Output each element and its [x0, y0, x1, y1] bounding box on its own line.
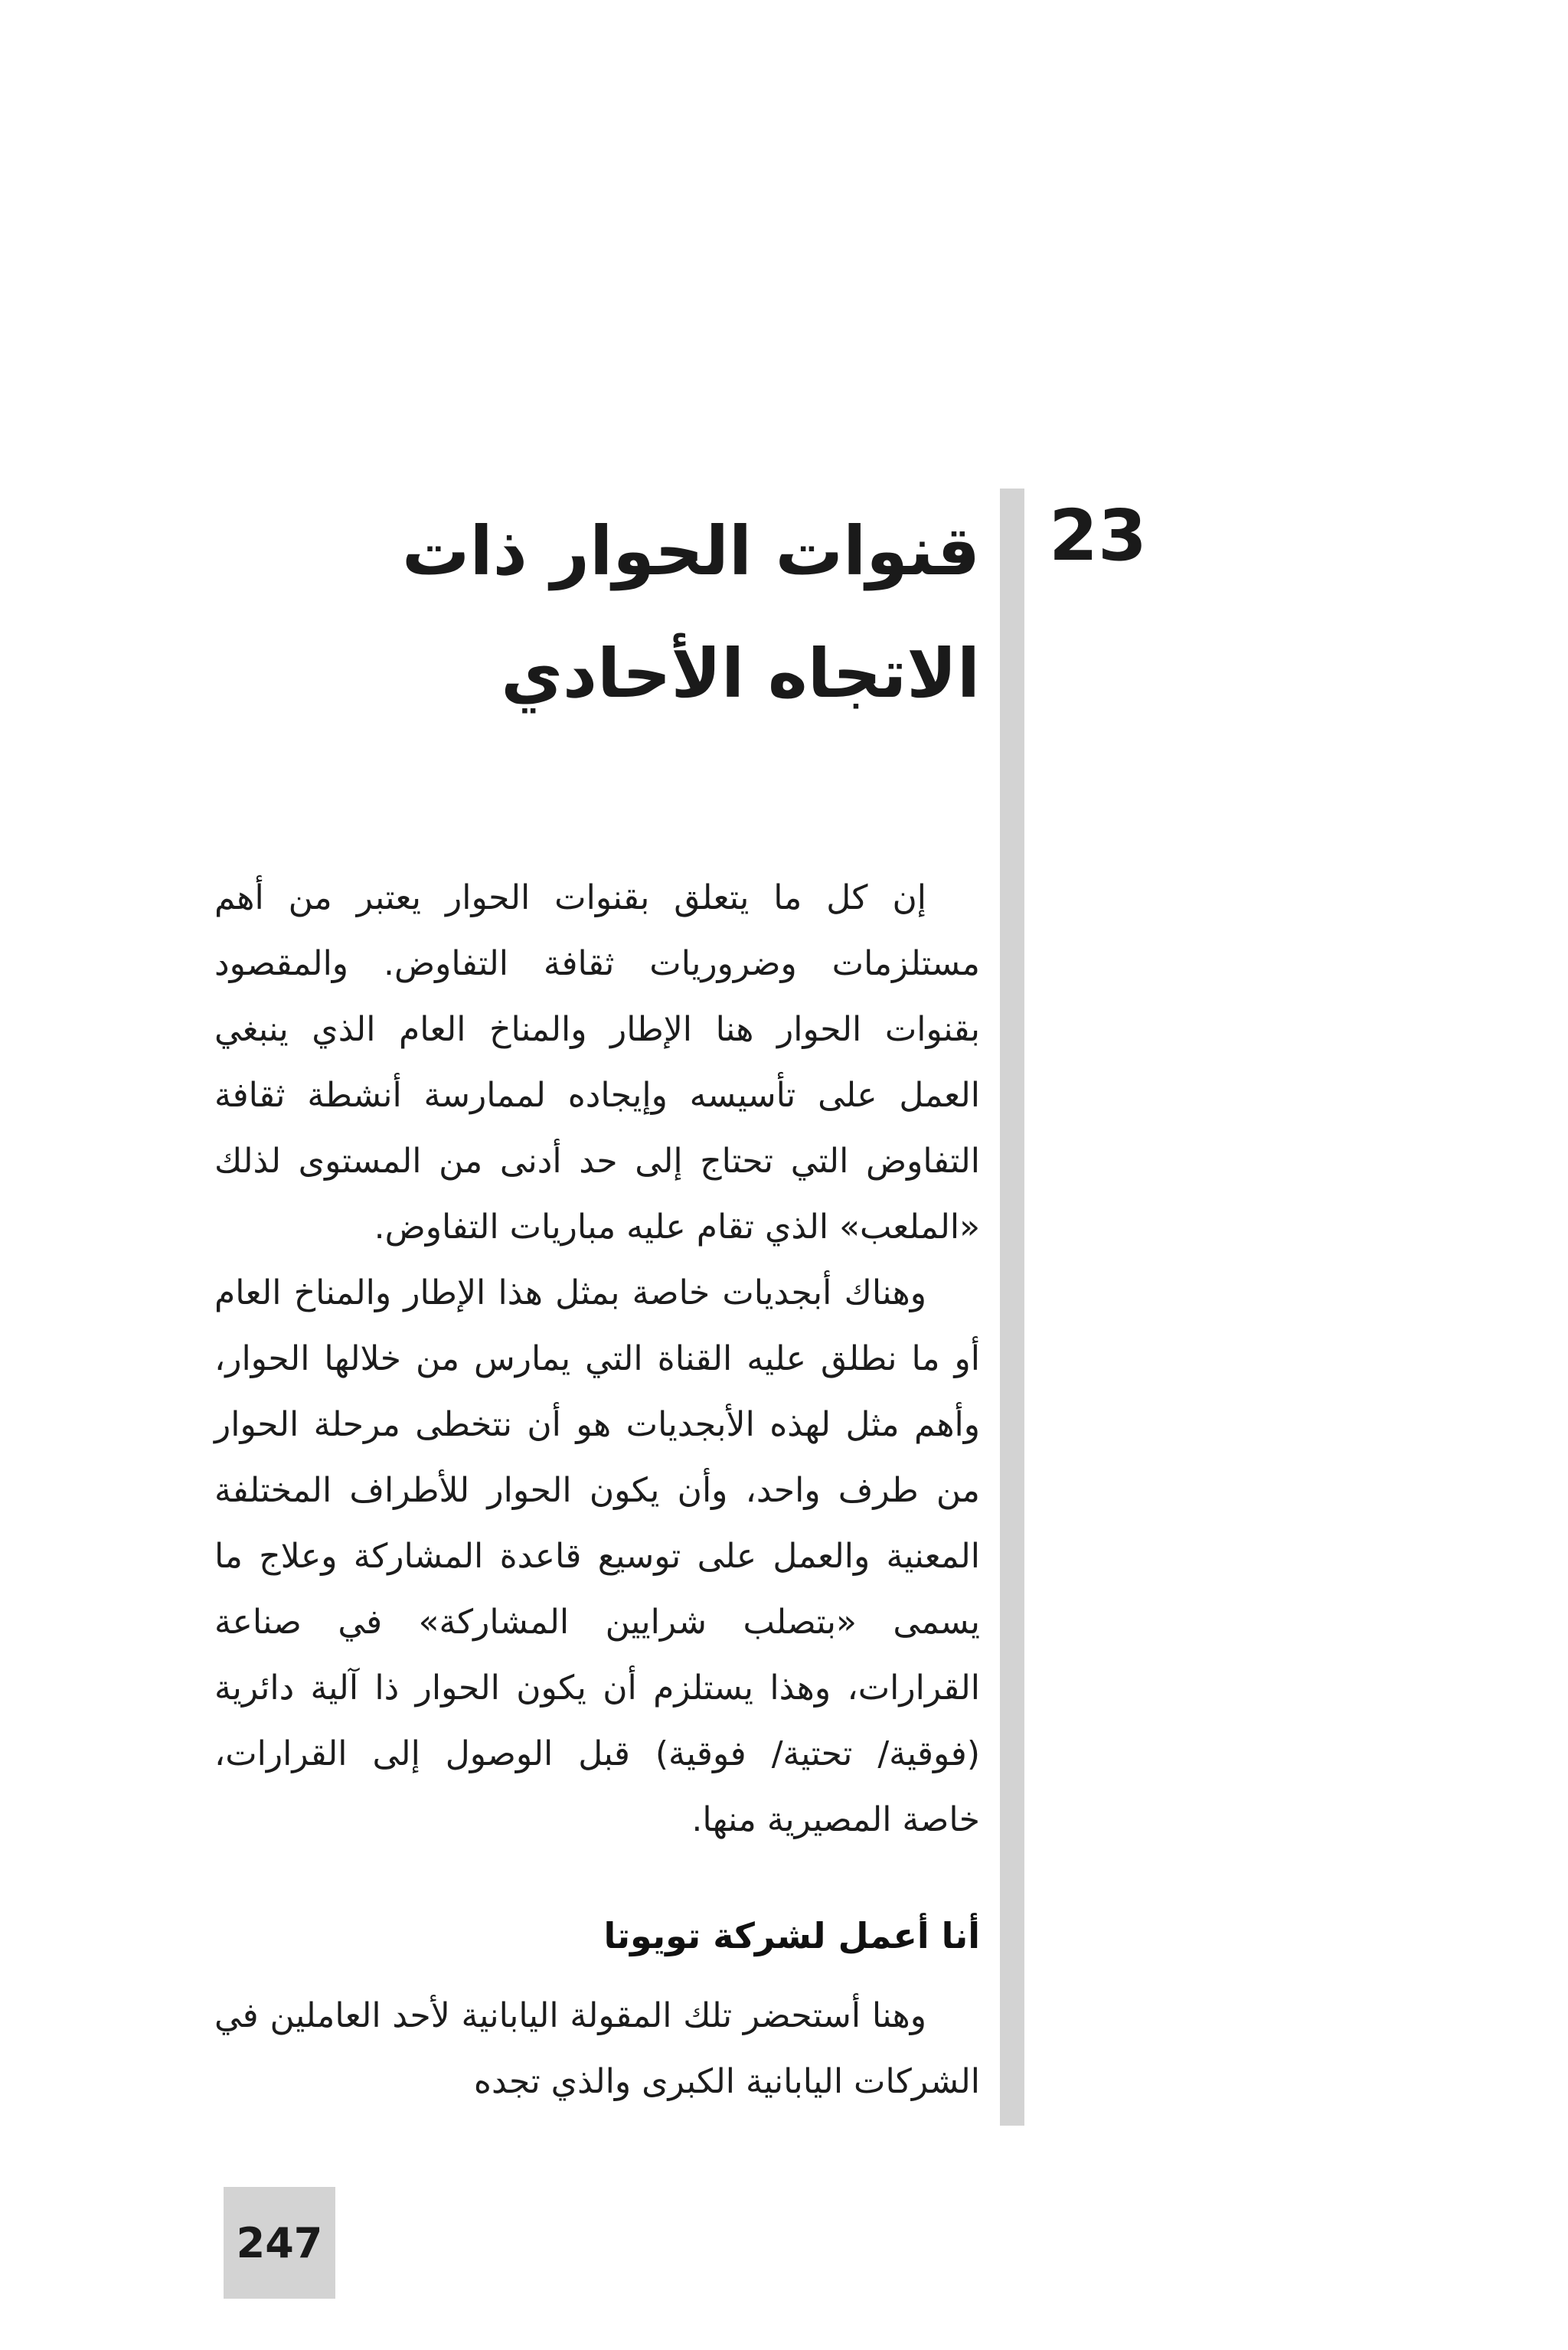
section-subheading: أنا أعمل لشركة تويوتا	[603, 1915, 980, 1956]
page-number-box	[224, 2187, 335, 2299]
body-paragraph-3: وهنا أستحضر تلك المقولة اليابانية لأحد العاملين في الشركات اليابانية الكبرى والذي تجده	[214, 1996, 980, 2101]
chapter-title: قنوات الحوار ذات الاتجاه الأحادي	[402, 512, 980, 713]
chapter-number: 23	[1049, 495, 1148, 577]
body-paragraph-2: وهناك أبجديات خاصة بمثل هذا الإطار والمناخ العام أو ما نطلق عليه القناة التي يمارس من خلالها الحوار، وأهم مثل لهذه الأبجديات هو أن نتخطى مرحلة الحوار من طرف واحد، وأن يكون الحوار للأطراف المختلفة المعنية والعمل على توسيع قاعدة المشاركة وعلاج ما يسمى «بتصلب شرايين المشاركة» في صناعة القرارات، وهذا يستلزم أن يكون الحوار ذا آلية دائرية (فوقية/ تحتية/ فوقية) قبل الوصول إلى القرارات، خاصة المصيرية منها.	[214, 1273, 980, 1839]
page-number: 247	[236, 2218, 323, 2267]
chapter-side-bar	[1000, 489, 1024, 2126]
body-paragraph-1: إن كل ما يتعلق بقنوات الحوار يعتبر من أهم مستلزمات وضروريات ثقافة التفاوض. والمقصود بقنوات الحوار هنا الإطار والمناخ العام الذي ينبغي العمل على تأسيسه وإيجاده لممارسة أنشطة ثقافة التفاوض التي تحتاج إلى حد أدنى من المستوى لذلك «الملعب» الذي تقام عليه مباريات التفاوض.	[214, 878, 980, 1247]
